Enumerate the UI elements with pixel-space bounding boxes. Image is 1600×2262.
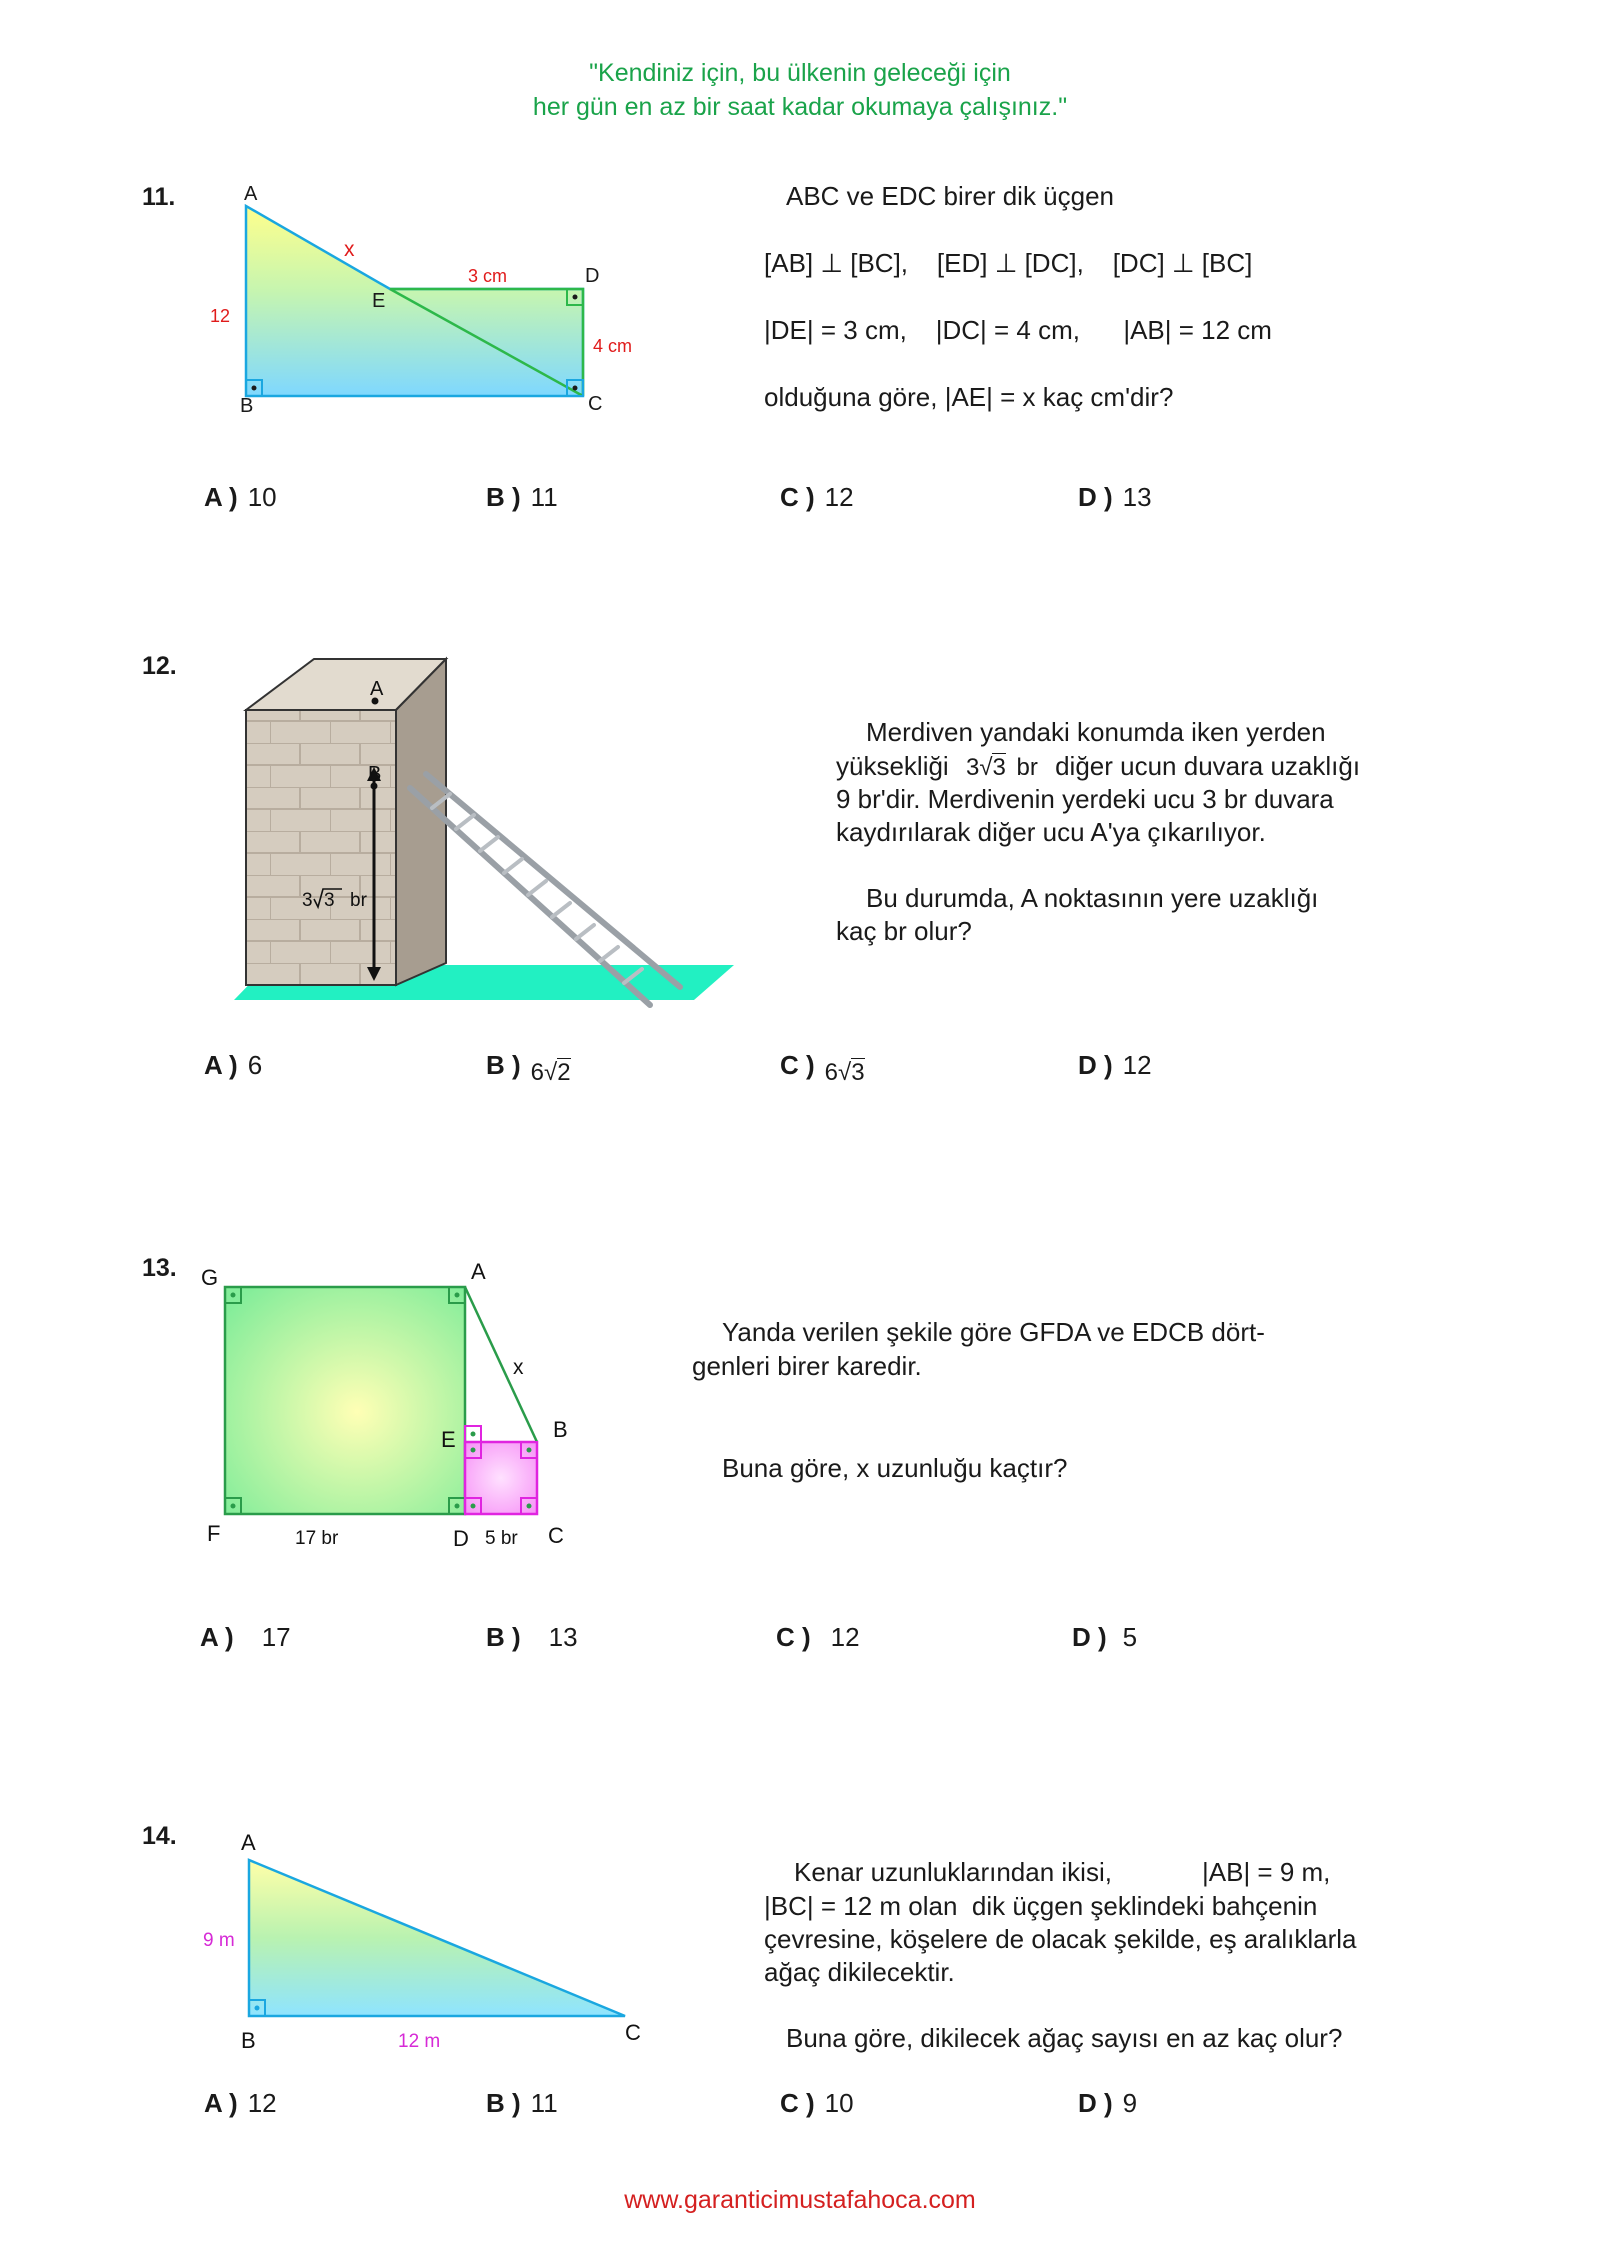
option-value: 11 [530, 2088, 558, 2118]
square-edcb [465, 1442, 537, 1514]
option-letter: A ) [204, 2088, 238, 2118]
option-value: 6√2 [530, 1059, 571, 1086]
label-e: E [441, 1427, 456, 1452]
quote-line-1: "Kendiniz için, bu ülkenin geleceği için [589, 59, 1011, 87]
wall-side [396, 659, 446, 985]
label-d: D [585, 265, 600, 287]
q13-option-d[interactable] [1072, 1622, 1137, 1653]
coef: 3 [965, 754, 980, 781]
option-value: 9 [1122, 2088, 1138, 2118]
rad: 3 [992, 754, 1006, 781]
label-a: A [471, 1259, 486, 1284]
label-x: x [513, 1356, 524, 1379]
label-a: A [241, 1830, 256, 1855]
option-value: 11 [530, 482, 558, 512]
rad: 3 [851, 1059, 865, 1086]
q11-option-d[interactable] [1078, 482, 1152, 513]
label-g: G [201, 1265, 219, 1290]
q14-line-1b: |AB| = 9 m, [1202, 1857, 1331, 1887]
label-c: C [548, 1523, 564, 1548]
question-14-number: 14. [142, 1822, 177, 1850]
option-letter: B ) [486, 1050, 521, 1080]
q12-option-d[interactable] [1078, 1050, 1152, 1081]
rad: 2 [557, 1059, 571, 1086]
label-x: x [344, 238, 355, 261]
triangle-abc [249, 1860, 625, 2016]
option-value: 6 [247, 1050, 263, 1080]
label-dc-length: 5 br [485, 1528, 518, 1549]
option-letter: D ) [1078, 1050, 1113, 1080]
label-c: C [588, 393, 603, 415]
option-value: 12 [824, 482, 854, 512]
q12-height-expr: 3√3 br [965, 754, 1038, 781]
question-12-figure [210, 655, 750, 1025]
option-value: 10 [824, 2088, 854, 2118]
option-value: 12 [1122, 1050, 1152, 1080]
q12-line-2b: diğer ucun duvara uzaklığı [1055, 751, 1361, 781]
label-bc-length: 12 m [398, 2031, 441, 2052]
question-11-number: 11. [142, 183, 176, 211]
option-letter: A ) [204, 1050, 238, 1080]
q11-line-1: ABC ve EDC birer dik üçgen [786, 181, 1115, 211]
label-ab-length: 12 [210, 306, 231, 326]
question-13-figure [195, 1255, 590, 1555]
option-letter: B ) [486, 1622, 521, 1652]
q14-option-b[interactable] [486, 2088, 558, 2119]
label-d: D [453, 1526, 469, 1551]
q11-option-b[interactable] [486, 482, 558, 513]
label-b: B [241, 2028, 256, 2053]
q13-line-3: Buna göre, x uzunluğu kaçtır? [722, 1453, 1068, 1483]
option-letter: D ) [1072, 1622, 1107, 1652]
option-letter: C ) [780, 2088, 815, 2118]
question-12-number: 12. [142, 652, 177, 680]
option-letter: D ) [1078, 482, 1113, 512]
q12-line-4: kaydırılarak diğer ucu A'ya çıkarılıyor. [836, 817, 1266, 847]
q12-line-6: kaç br olur? [836, 916, 972, 946]
option-letter: B ) [486, 2088, 521, 2118]
q12-line-2a: yüksekliği [836, 751, 949, 781]
unit: br [1016, 754, 1038, 781]
q14-option-d[interactable] [1078, 2088, 1137, 2119]
q12-line-3: 9 br'dir. Merdivenin yerdeki ucu 3 br duvara [836, 784, 1334, 814]
q13-option-b[interactable] [486, 1622, 578, 1653]
option-value: 10 [247, 482, 277, 512]
q13-line-2: genleri birer karedir. [692, 1351, 922, 1381]
label-de-length: 3 cm [468, 266, 508, 286]
q12-line-5: Bu durumda, A noktasının yere uzaklığı [866, 883, 1319, 913]
coef: 6 [530, 1059, 545, 1086]
label-b: B [368, 763, 382, 785]
q12-option-c[interactable] [780, 1050, 865, 1086]
option-letter: B ) [486, 482, 521, 512]
label-ab-length: 9 m [203, 1930, 235, 1951]
label-b: B [240, 395, 254, 417]
option-letter: C ) [780, 482, 815, 512]
q12-line-2 [836, 750, 1360, 784]
question-14-figure [195, 1820, 655, 2060]
segment-ab [465, 1287, 537, 1442]
q12-line-1: Merdiven yandaki konumda iken yerden [866, 717, 1326, 747]
option-value: 5 [1122, 1622, 1138, 1652]
option-letter: D ) [1078, 2088, 1113, 2118]
q11-option-c[interactable] [780, 482, 854, 513]
quote-line-2: her gün en az bir saat kadar okumaya çalışınız." [532, 93, 1068, 121]
square-gfda [225, 1287, 465, 1514]
q13-option-a[interactable] [200, 1622, 291, 1653]
label-a: A [370, 678, 384, 700]
height-coef: 3 [302, 890, 313, 911]
option-letter: C ) [780, 1050, 815, 1080]
option-value: 12 [830, 1622, 860, 1652]
q14-option-a[interactable] [204, 2088, 277, 2119]
q13-option-c[interactable] [776, 1622, 860, 1653]
label-dc-length: 4 cm [593, 336, 633, 356]
coef: 6 [824, 1059, 839, 1086]
label-e: E [372, 290, 386, 312]
q13-line-1: Yanda verilen şekile göre GFDA ve EDCB dört- [722, 1317, 1265, 1347]
option-letter: A ) [204, 482, 238, 512]
label-b: B [553, 1417, 568, 1442]
q11-line-3: |DE| = 3 cm, |DC| = 4 cm, |AB| = 12 cm [764, 315, 1272, 345]
option-value: 12 [247, 2088, 277, 2118]
q11-option-a[interactable] [204, 482, 277, 513]
q14-line-5: Buna göre, dikilecek ağaç sayısı en az kaç olur? [786, 2023, 1343, 2053]
label-a: A [244, 183, 258, 205]
q14-line-1a: Kenar uzunluklarından ikisi, [794, 1857, 1112, 1887]
q14-line-3: çevresine, köşelere de olacak şekilde, eş aralıklarla [764, 1924, 1357, 1954]
question-11-figure [200, 180, 660, 420]
q11-line-4: olduğuna göre, |AE| = x kaç cm'dir? [764, 382, 1174, 412]
option-letter: A ) [200, 1622, 234, 1652]
option-value: 6√3 [824, 1059, 865, 1086]
footer-url[interactable]: www.garanticimustafahoca.com [624, 2186, 976, 2214]
option-value: 13 [1122, 482, 1152, 512]
label-fd-length: 17 br [295, 1528, 339, 1549]
height-rad: 3 [324, 890, 335, 911]
q14-line-4: ağaç dikilecektir. [764, 1957, 955, 1987]
option-value: 13 [548, 1622, 578, 1652]
q12-option-a[interactable] [204, 1050, 262, 1081]
q14-line-2: |BC| = 12 m olan dik üçgen şeklindeki bahçenin [764, 1891, 1318, 1921]
label-f: F [207, 1521, 221, 1546]
height-unit: br [350, 890, 367, 911]
option-value: 17 [261, 1622, 291, 1652]
q12-option-b[interactable] [486, 1050, 571, 1086]
question-13-number: 13. [142, 1254, 177, 1282]
q11-line-2: [AB] ⊥ [BC], [ED] ⊥ [DC], [DC] ⊥ [BC] [764, 248, 1253, 278]
label-c: C [625, 2020, 641, 2045]
option-letter: C ) [776, 1622, 811, 1652]
q14-option-c[interactable] [780, 2088, 854, 2119]
